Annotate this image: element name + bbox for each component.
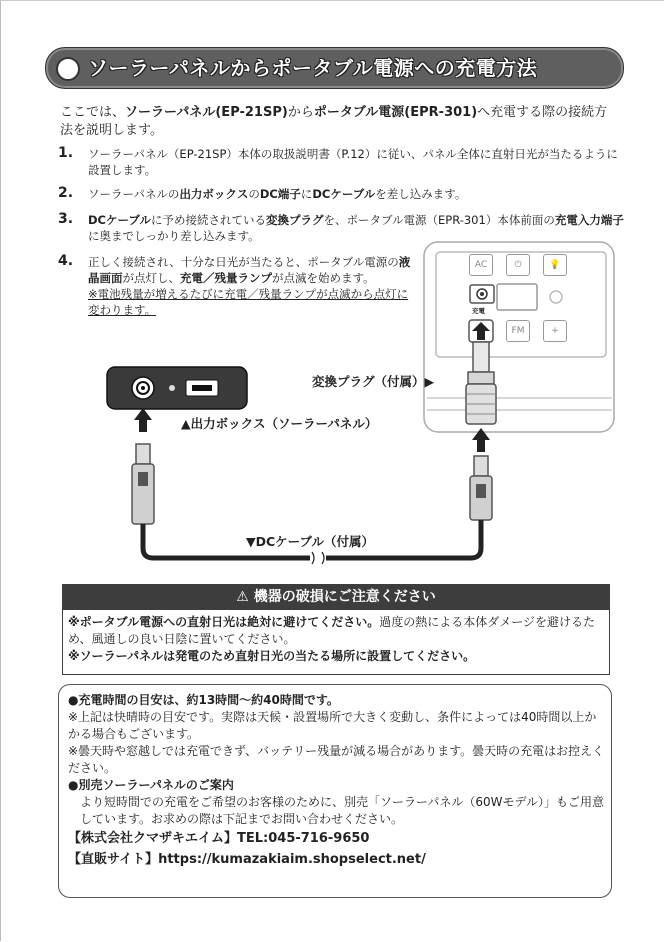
- step-number: 3.: [58, 211, 74, 227]
- charge-jack-label: 充電: [472, 307, 485, 315]
- intro-text: へ充電する際の接続方法を説明します。: [60, 105, 608, 138]
- solar-panel-text: より短時間での充電をご希望のお客様のために、別売「ソーラーパネル（60Wモデル）」もご用意しています。お求めの際は下記までお問い合わせください。: [80, 795, 604, 826]
- step-4-note: ※電池残量が増えるたびに充電／残量ランプが点滅から点灯に変わります。: [88, 287, 409, 317]
- device-button-power: ⏻: [506, 254, 530, 276]
- step-text: ソーラーパネル（EP-21SP）本体の取扱説明書（P.12）に従い、パネル全体に直射日光が当たるように設置します。: [88, 147, 618, 177]
- step-text: 正しく接続され、十分な日光が当たると、ポータブル電源の液晶画面が点灯し、充電／残量ランプが点滅を始めます。 ※電池残量が増えるたびに充電／残量ランプが点滅から点灯に変わります。: [88, 255, 411, 317]
- charge-time-heading: ●充電時間の目安は、約13時間〜約40時間です。: [68, 693, 339, 707]
- solar-panel-heading: ●別売ソーラーパネルのご案内: [68, 778, 234, 792]
- device-button-plus: +: [543, 320, 567, 342]
- bullet-icon: [56, 57, 80, 81]
- intro-power-station: ポータブル電源(EPR-301): [313, 105, 478, 120]
- step-text: DCケーブルに予め接続されている変換プラグを、ポータブル電源（EPR-301）本体前面の充電入力端子に奥までしっかり差し込みます。: [88, 213, 624, 243]
- intro-solar-panel: ソーラーパネル(EP-21SP): [125, 105, 288, 120]
- device-button-light: 💡: [543, 254, 567, 276]
- section-title: ソーラーパネルからポータブル電源への充電方法: [88, 56, 538, 80]
- charge-time-note-1: ※上記は快晴時の目安です。実際は天候・設置場所で大きく変動し、条件によっては40時間以上かかる場合もございます。: [68, 710, 597, 741]
- intro-text: から: [287, 105, 314, 120]
- section-banner: [45, 47, 624, 89]
- intro-paragraph: [60, 104, 620, 140]
- step-number: 2.: [58, 185, 74, 201]
- output-box-label: ▲出力ボックス（ソーラーパネル）: [181, 416, 378, 431]
- dc-cable-label: ▼DCケーブル（付属）: [246, 534, 375, 549]
- charge-time-note-2: ※曇天時や窓越しでは充電できず、バッテリー残量が減る場合があります。曇天時の充電はお控えください。: [68, 744, 605, 775]
- info-text: [68, 692, 608, 870]
- step-number: 1.: [58, 145, 74, 161]
- warning-text: ※ポータブル電源への直射日光は絶対に避けてください。過度の熱による本体ダメージを避けるため、風通しの良い日陰に置いてください。 ※ソーラーパネルは発電のため直射日光の当たる場所に設置してください。: [68, 615, 595, 663]
- warning-heading: ⚠ 機器の破損にご注意ください: [62, 584, 610, 610]
- step-number: 4.: [58, 253, 74, 269]
- shop-site-link[interactable]: 【直販サイト】https://kumazakiaim.shopselect.net/: [68, 852, 426, 867]
- company-contact: 【株式会社クマザキエイム】TEL:045-716-9650: [68, 831, 370, 846]
- device-button-ac: AC: [469, 254, 493, 276]
- device-button-fm: FM: [506, 320, 530, 342]
- intro-text: ここでは、: [60, 105, 126, 120]
- conversion-plug-label: 変換プラグ（付属）▶: [312, 374, 435, 389]
- step-text: ソーラーパネルの出力ボックスのDC端子にDCケーブルを差し込みます。: [88, 187, 467, 201]
